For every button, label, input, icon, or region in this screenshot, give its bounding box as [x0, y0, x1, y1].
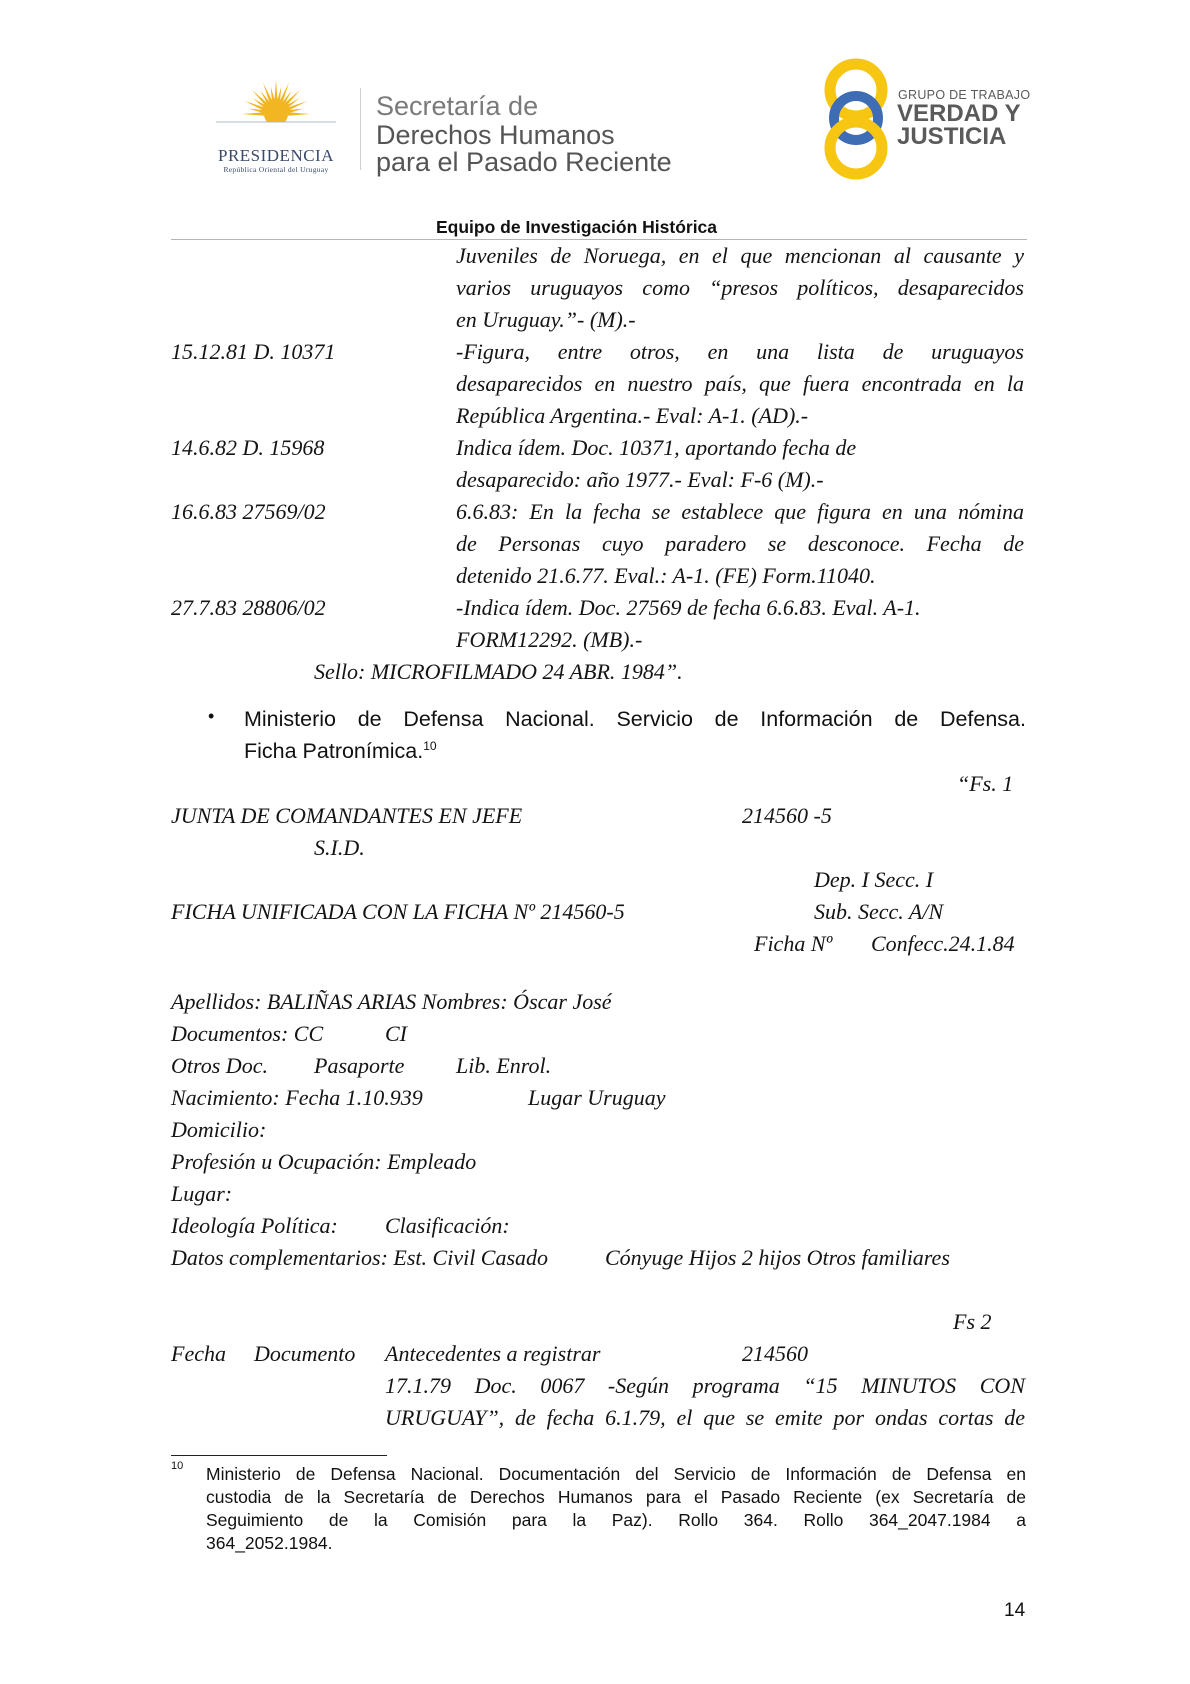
record-line: Indica ídem. Doc. 10371, aportando fecha de — [456, 435, 857, 460]
record-date: 14.6.82 D. 15968 — [171, 435, 325, 460]
clasificacion-label: Clasificación: — [385, 1213, 510, 1238]
bullet-text-line-2 — [244, 735, 437, 767]
ideologia-label: Ideología Política: — [171, 1213, 338, 1238]
confecc-label: Confecc.24.1.84 — [871, 931, 1015, 956]
justicia-label: JUSTICIA — [897, 123, 1007, 150]
otros-doc-label: Otros Doc. — [171, 1053, 268, 1078]
ficha-unificada: FICHA UNIFICADA CON LA FICHA Nº 214560-5 — [171, 899, 625, 924]
sello-line: Sello: MICROFILMADO 24 ABR. 1984”. — [314, 659, 683, 684]
record-line: en Uruguay.”- (M).- — [456, 307, 636, 332]
bullet-text-line-1: Ministerio de Defensa Nacional. Servicio de Información de Defensa. — [244, 707, 1026, 731]
footnote-line-3: Seguimiento de la Comisión para la Paz). Rollo 364. Rollo 364_2047.1984 a — [206, 1510, 1026, 1530]
presidencia-name: PRESIDENCIA — [217, 146, 334, 165]
col-documento: Documento — [254, 1341, 356, 1366]
record-line: Juveniles de Noruega, en el que mencionan al causante y — [456, 243, 1024, 268]
fs2-label: Fs 2 — [953, 1309, 992, 1334]
entry-line-2: URUGUAY”, de fecha 6.1.79, el que se emite por ondas cortas de — [385, 1405, 1025, 1430]
pasaporte-label: Pasaporte — [314, 1053, 405, 1078]
lugar-line: Lugar: — [171, 1181, 233, 1206]
record-line: -Indica ídem. Doc. 27569 de fecha 6.6.83. Eval. A-1. — [456, 595, 921, 620]
apellidos-line: Apellidos: BALIÑAS ARIAS Nombres: Óscar José — [171, 989, 612, 1014]
record-line: desaparecidos en nuestro país, que fuera encontrada en la — [456, 371, 1024, 396]
page-number: 14 — [1004, 1600, 1026, 1621]
record-line: desaparecido: año 1977.- Eval: F-6 (M).- — [456, 467, 824, 492]
ficha-number: 214560 -5 — [742, 803, 832, 828]
fs1-label: “Fs. 1 — [957, 771, 1014, 796]
col-fecha: Fecha — [171, 1341, 226, 1366]
record-line: FORM12292. (MB).- — [456, 627, 643, 652]
verdad-justicia-rings-logo — [820, 56, 892, 180]
bullet-marker: • — [208, 706, 215, 726]
footnote-line-4: 364_2052.1984. — [206, 1533, 333, 1553]
grupo-trabajo-label: GRUPO DE TRABAJO — [898, 88, 1031, 102]
record-date: 27.7.83 28806/02 — [171, 595, 326, 620]
lib-enrol-label: Lib. Enrol. — [456, 1053, 552, 1078]
col-number: 214560 — [742, 1341, 808, 1366]
record-line: -Figura, entre otros, en una lista de uruguayos — [456, 339, 1024, 364]
complementarios-line: Datos complementarios: Est. Civil Casado — [171, 1245, 549, 1270]
sid-label: S.I.D. — [314, 835, 365, 860]
ci-label: CI — [385, 1021, 407, 1046]
presidencia-subtitle: República Oriental del Uruguay — [223, 165, 329, 174]
ficha-no-label: Ficha Nº — [754, 931, 833, 956]
conyuge-line: Cónyuge Hijos 2 hijos Otros familiares — [605, 1245, 950, 1270]
team-label: Equipo de Investigación Histórica — [436, 217, 718, 237]
footnote-number: 10 — [171, 1460, 184, 1472]
domicilio-line: Domicilio: — [171, 1117, 267, 1142]
footnote-rule — [171, 1455, 387, 1456]
header-divider — [360, 88, 361, 170]
junta-label: JUNTA DE COMANDANTES EN JEFE — [171, 803, 523, 828]
record-line: de Personas cuyo paradero se desconoce. Fecha de — [456, 531, 1024, 556]
record-line: detenido 21.6.77. Eval.: A-1. (FE) Form.11040. — [456, 563, 876, 588]
record-date: 15.12.81 D. 10371 — [171, 339, 336, 364]
lugar-nacimiento: Lugar Uruguay — [528, 1085, 666, 1110]
record-date: 16.6.83 27569/02 — [171, 499, 326, 524]
profesion-line: Profesión u Ocupación: Empleado — [171, 1149, 477, 1174]
entry-line-1: 17.1.79 Doc. 0067 -Según programa “15 MINUTOS CON — [385, 1373, 1025, 1398]
subsecc-label: Sub. Secc. A/N — [814, 899, 944, 924]
verdad-label: VERDAD Y — [897, 100, 1021, 127]
col-antecedentes: Antecedentes a registrar — [385, 1341, 601, 1366]
dep-label: Dep. I Secc. I — [814, 867, 934, 892]
secretaria-line-3: para el Pasado Reciente — [376, 147, 672, 177]
record-line: varios uruguayos como “presos políticos, desaparecidos — [456, 275, 1024, 300]
footnote-reference: 10 — [423, 738, 437, 753]
bullet-text-line-2-content: Ficha Patronímica. — [244, 739, 424, 763]
secretaria-line-2: Derechos Humanos — [376, 120, 615, 150]
footnote-line-2: custodia de la Secretaría de Derechos Humanos para el Pasado Reciente (ex Secretaría de — [206, 1487, 1026, 1507]
footnote-line-1: Ministerio de Defensa Nacional. Documentación del Servicio de Información de Defensa en — [206, 1464, 1026, 1484]
record-line: República Argentina.- Eval: A-1. (AD).- — [456, 403, 809, 428]
nacimiento-line: Nacimiento: Fecha 1.10.939 — [171, 1085, 423, 1110]
secretaria-line-1: Secretaría de — [376, 91, 539, 121]
documentos-label: Documentos: CC — [171, 1021, 324, 1046]
record-line: 6.6.83: En la fecha se establece que figura en una nómina — [456, 499, 1024, 524]
